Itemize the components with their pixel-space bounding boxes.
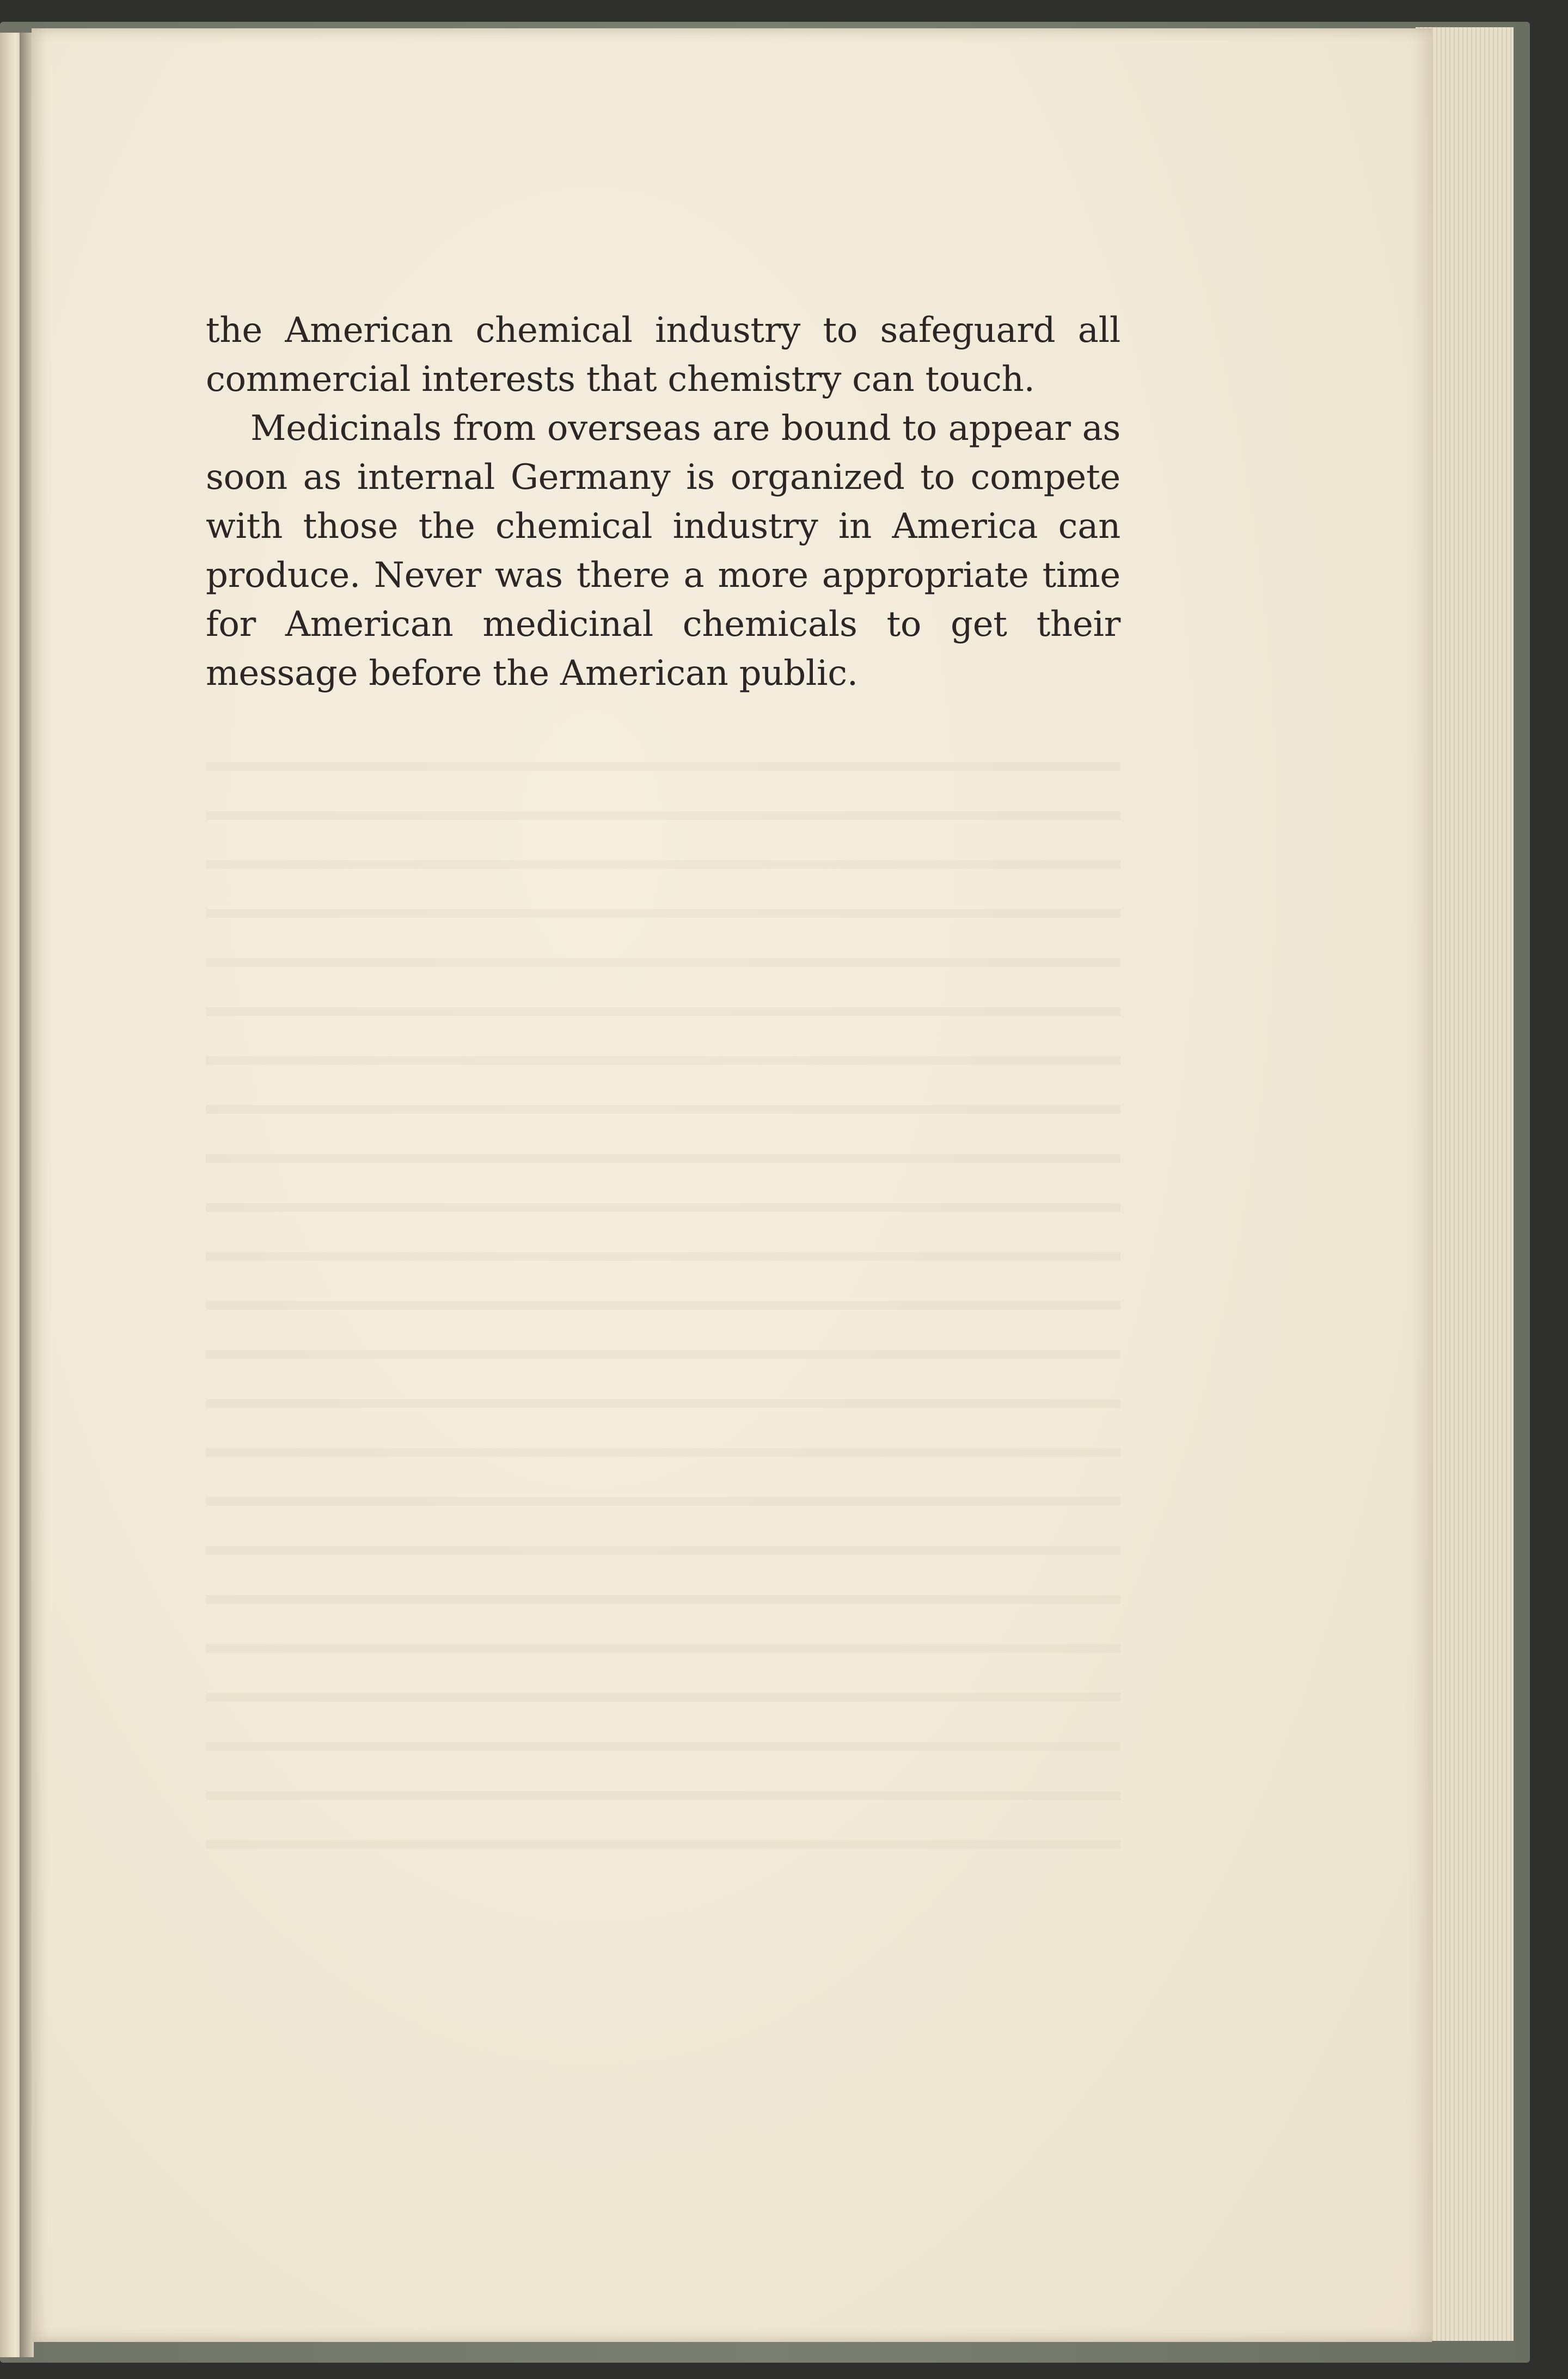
book-page [32,28,1432,2342]
body-text [206,306,1120,698]
bleed-through-text [206,731,1120,1857]
paragraph-continuation: the American chemical industry to safeguard all commercial interests that chemistry can touch. [206,310,1120,400]
left-page-edge [0,33,22,2357]
paragraph-medicinals: Medicinals from overseas are bound to appear as soon as internal Germany is organized to compete with those the chemical industry in America can produce. Never was there a more appropriate time for American medicinal chemicals to get their message before the American public. [206,408,1120,694]
